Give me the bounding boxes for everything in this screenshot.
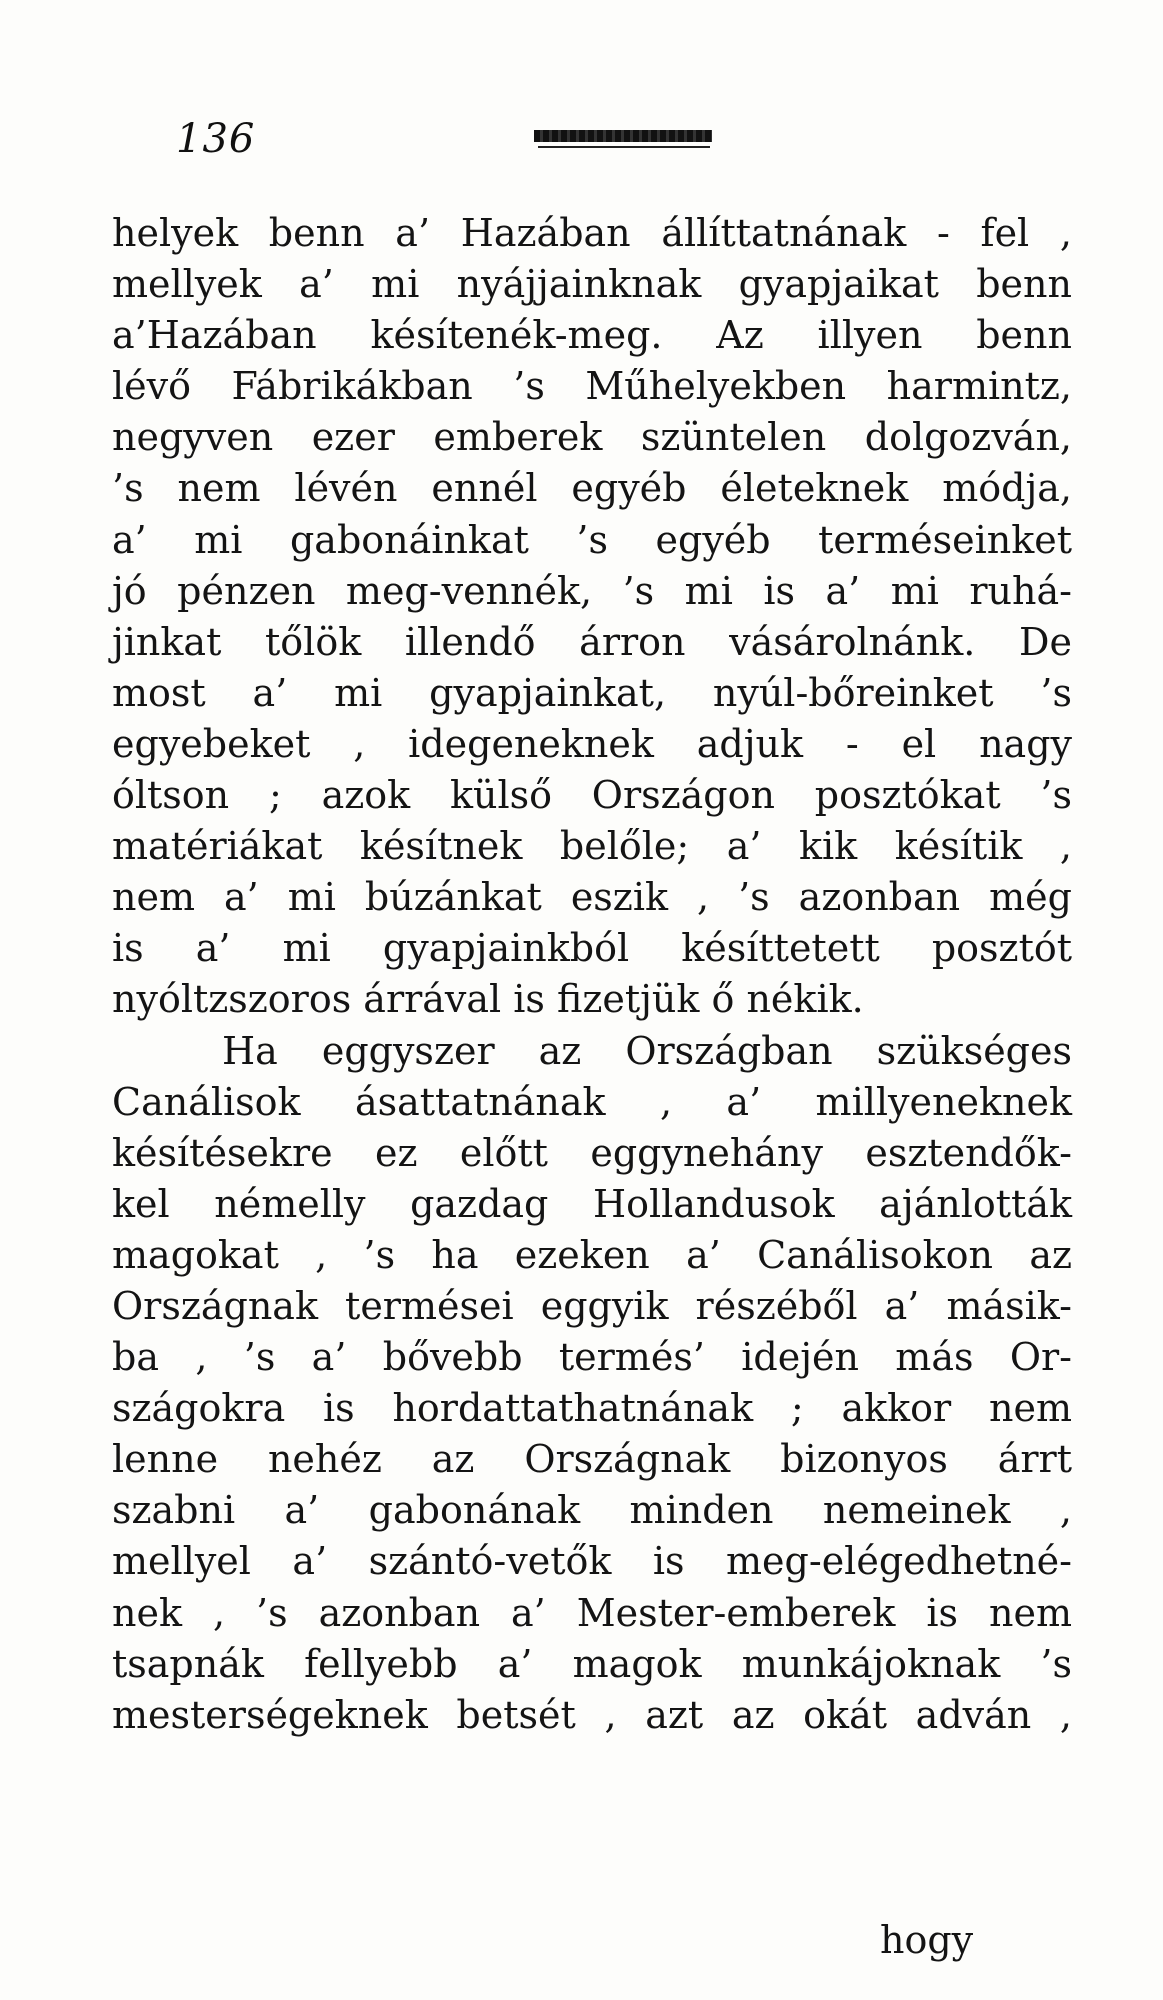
text-line: Országnak termései eggyik részéből a’ másik- — [112, 1283, 1072, 1328]
text-line: a’Hazában késítenék-meg. Az illyen benn — [112, 313, 1072, 358]
text-line: negyven ezer emberek szüntelen dolgozván, — [112, 415, 1072, 460]
page-number: 136 — [176, 116, 256, 162]
text-line: a’ mi gabonáinkat ’s egyéb terméseinket — [112, 517, 1072, 562]
text-line: helyek benn a’ Hazában állíttatnának - fel , — [112, 211, 1072, 255]
text-line: szabni a’ gabonának minden nemeinek , — [112, 1488, 1072, 1533]
text-line: kel némelly gazdag Hollandusok ajánlották — [112, 1181, 1072, 1226]
text-line: magokat , ’s ha ezeken a’ Canálisokon az — [112, 1232, 1072, 1277]
text-line: jinkat tőlök illendő árron vásárolnánk. De — [112, 619, 1072, 664]
text-line: szágokra is hordattathatnának ; akkor nem — [112, 1386, 1072, 1431]
text-line: jó pénzen meg-vennék, ’s mi is a’ mi ruhá- — [112, 568, 1072, 613]
text-line: mellyel a’ szántó-vetők is meg-elégedhetné- — [112, 1539, 1072, 1584]
text-line: most a’ mi gyapjainkat, nyúl-bőreinket ’s — [112, 670, 1072, 715]
text-line: Canálisok ásattatnának , a’ millyeneknek — [112, 1079, 1072, 1124]
text-line: ’s nem lévén ennél egyéb életeknek módja, — [112, 466, 1072, 511]
body-text — [112, 208, 1072, 1741]
text-line: ba , ’s a’ bővebb termés’ idején más Or- — [112, 1335, 1072, 1380]
text-line: óltson ; azok külső Országon posztókat ’s — [112, 773, 1072, 818]
text-line: lenne nehéz az Országnak bizonyos árrt — [112, 1437, 1072, 1482]
text-line: mesterségeknek betsét , azt az okát adván , — [112, 1692, 1072, 1737]
text-line: mellyek a’ mi nyájjainknak gyapjaikat benn — [112, 262, 1072, 307]
text-line: lévő Fábrikákban ’s Műhelyekben harmintz, — [112, 364, 1072, 409]
text-line: késítésekre ez előtt eggynehány esztendők- — [112, 1130, 1072, 1175]
header-ornament-rule — [534, 130, 712, 142]
paragraph-start-line: Ha eggyszer az Országban szükséges — [222, 1028, 1072, 1073]
text-line: is a’ mi gyapjainkból késíttetett posztót — [112, 926, 1072, 971]
text-line: egyebeket , idegeneknek adjuk - el nagy — [112, 721, 1072, 766]
text-line: nem a’ mi búzánkat eszik , ’s azonban még — [112, 875, 1072, 920]
text-line: tsapnák fellyebb a’ magok munkájoknak ’s — [112, 1641, 1072, 1686]
catchword: hogy — [880, 1918, 974, 1962]
header-underline — [538, 146, 710, 148]
text-line: matériákat késítnek belőle; a’ kik késítik , — [112, 824, 1072, 869]
text-line: nyóltzszoros árrával is fizetjük ő nékik. — [112, 977, 864, 1022]
text-line: nek , ’s azonban a’ Mester-emberek is nem — [112, 1590, 1072, 1635]
